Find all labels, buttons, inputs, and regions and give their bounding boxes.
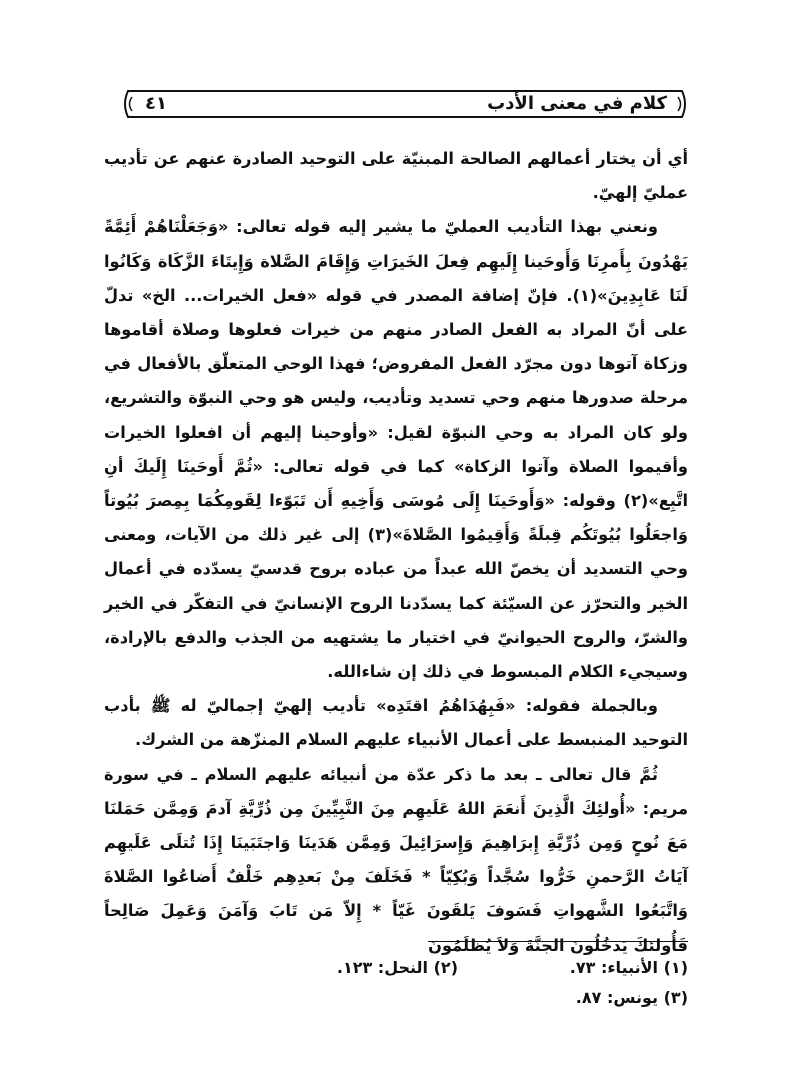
paragraph: أي أن يختار أعمالهم الصالحة المبنيّة على التوحيد الصادرة عنهم عن تأديب عمليّ إلهيّ. [104, 149, 688, 203]
running-header [135, 88, 675, 120]
footnote: (١) الأنبياء: ٧٣. [569, 958, 688, 977]
paragraph: ونعني بهذا التأديب العمليّ ما يشير إليه قوله تعالى: «وَجَعَلْنَاهُمْ أَئِمَّةً يَهْدُونَ بِأَمرِنَا وَأَوحَينا إِلَيهِم فِعلَ الخَيرَاتِ وَإِقَامَ الصَّلاة وَإِيتَاءَ الزَّكَاة وَكَانُوا لَنَا عَابِدِينَ»(١). فإنّ إضافة المصدر في قوله «فعل الخيرات... الخ» تدلّ على أنّ المراد به الفعل الصادر منهم من خيرات فعلوها وصلاة أقاموها وزكاة آتوها دون مجرّد الفعل المفروض؛ فهذا الوحي المتعلّق بالأفعال في مرحلة صدورها منهم وحي تسديد وتأديب، وليس هو وحي النبوّة والتشريع، ولو كان المراد به وحي النبوّة لقيل: «وأوحينا إليهم أن افعلوا الخيرات وأقيموا الصلاة وآتوا الزكاة» كما في قوله تعالى: «ثُمَّ أَوحَينَا إِلَيكَ أنِ اتَّبِع»(٢) وقوله: «وَأَوحَينَا إِلَى مُوسَى وَأَخِيهِ أَن تَبَوّءا لِقَومِكُمَا بِمِصرَ بُيُوتاً وَاجعَلُوا بُيُوتَكُم قِبلَةً وَأَقِيمُوا الصَّلاةَ»(٣) إلى غير ذلك من الآيات، ومعنى وحي التسديد أن يخصّ الله عبداً من عباده بروح قدسيّ يسدّده في أعمال الخير والتحرّز عن السيّئة كما يسدّدنا الروح الإنسانيّ في التفكّر في الخير والشرّ، والروح الحيوانيّ في اختيار ما يشتهيه من الجذب والدفع بالإرادة، وسيجيء الكلام المبسوط في ذلك إن شاءالله. [104, 217, 688, 682]
paragraph: وبالجملة فقوله: «فَبِهُدَاهُمُ اقتَدِه» تأديب إلهيّ إجماليّ له ﷺ بأدب التوحيد المنبسط على أعمال الأنبياء عليهم السلام المنزّهة من الشرك. [104, 696, 688, 750]
running-title: كلام في معنى الأدب [487, 93, 667, 114]
paragraph: ثُمَّ قال تعالى ـ بعد ما ذكر عدّة من أنبيائه عليهم السلام ـ في سورة مريم: «أُولئِكَ الَّذِينَ أَنعَمَ اللهُ عَلَيهِم مِنَ النَّبِيِّينَ مِن ذُرِّيَّةِ آدمَ وَمِمَّن حَمَلنَا مَعَ نُوحٍ وَمِن ذُرِّيَّةِ إِبرَاهِيمَ وَإِسرَائِيلَ وَمِمَّن هَدَينَا وَاجتَبَينَا إِذَا تُتلَى عَلَيهِم آيَاتُ الرَّحمنِ خَرُّوا سُجَّداً وَبُكِيّاً * فَخَلَفَ مِنْ بَعدِهِم خَلْفٌ أَضاعُوا الصَّلاةَ وَاتَّبَعُوا الشَّهواتِ فَسَوفَ يَلقَونَ غَيّاً * إِلاّ مَن تَابَ وَآمَنَ وَعَمِلَ صَالِحاً فَأُولئكَ يَدخُلُونَ الجنَّةَ وَلاَ يُظلَمُونَ [104, 764, 688, 955]
footnote-divider [428, 941, 688, 942]
page-number: ٤١ [145, 93, 167, 114]
header-ornament-right-icon [675, 88, 689, 120]
main-text [104, 142, 688, 963]
header-bottom-rule [135, 116, 675, 118]
header-ornament-left-icon [121, 88, 135, 120]
footnote: (٢) النحل: ١٢٣. [336, 958, 458, 977]
footnotes [104, 953, 688, 1013]
footnote: (٣) يونس: ٨٧. [575, 988, 688, 1007]
header-top-rule [135, 90, 675, 92]
